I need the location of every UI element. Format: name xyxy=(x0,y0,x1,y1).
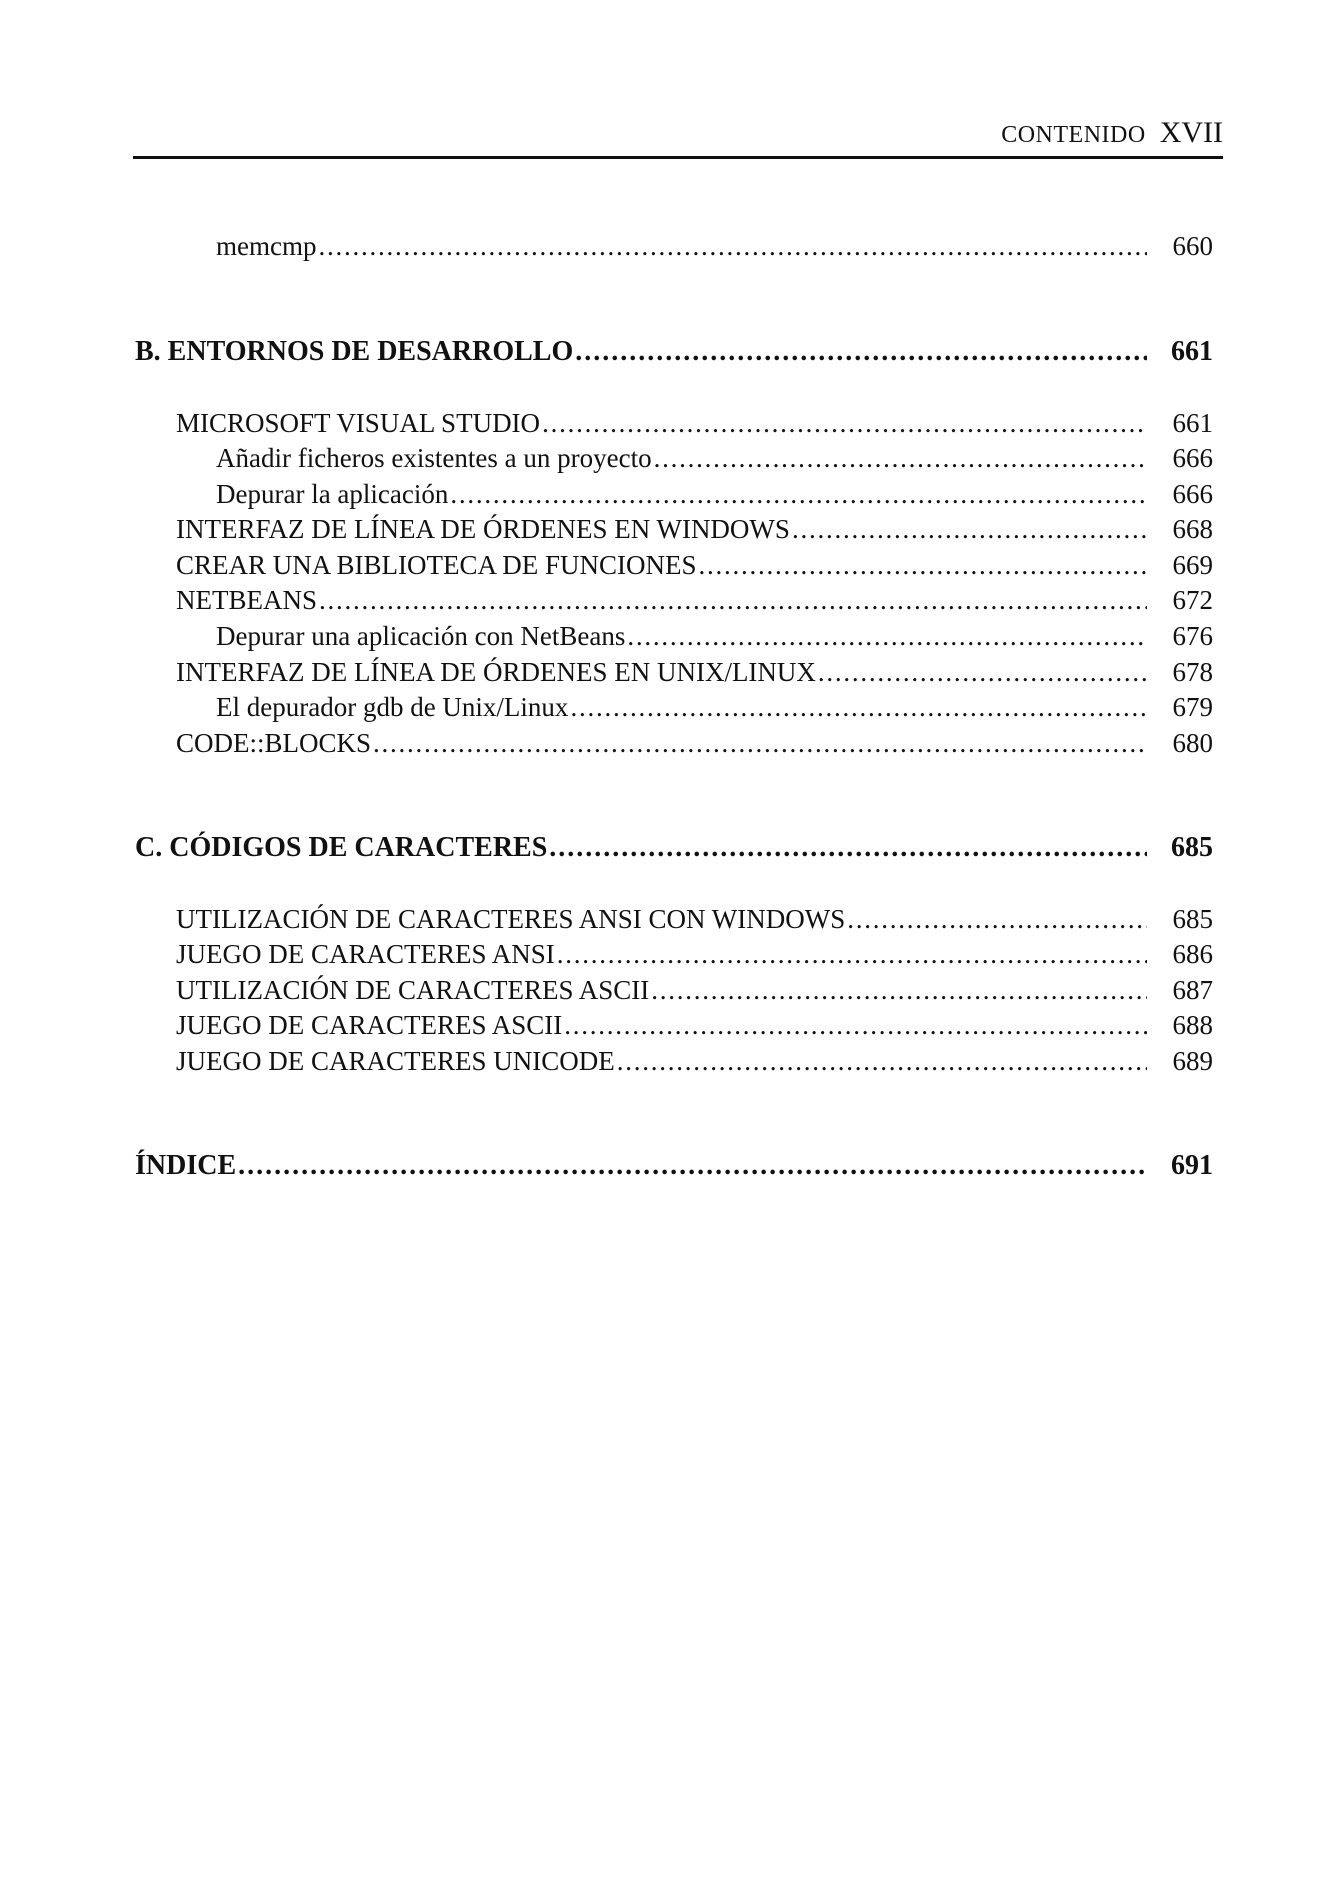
toc-appendix-c[interactable] xyxy=(135,831,1213,865)
toc-appendix-b[interactable] xyxy=(135,335,1213,369)
toc-entry-label: INTERFAZ DE LÍNEA DE ÓRDENES EN UNIX/LINUX xyxy=(176,657,816,687)
toc-entry-label: Depurar una aplicación con NetBeans xyxy=(216,621,626,651)
toc-entry-label: CREAR UNA BIBLIOTECA DE FUNCIONES xyxy=(176,550,697,580)
toc-entry-page: 685 xyxy=(1171,832,1213,863)
toc-entry-page: 687 xyxy=(1172,975,1213,1005)
toc-entry-label: CODE::BLOCKS xyxy=(176,728,372,758)
dot-leader xyxy=(238,1149,1147,1183)
dot-leader xyxy=(575,335,1147,369)
toc-entry-label: Depurar la aplicación xyxy=(216,479,449,509)
toc-entry-label: JUEGO DE CARACTERES ASCII xyxy=(176,1010,563,1040)
running-head-section: CONTENIDO xyxy=(1001,122,1146,148)
toc-entry-label: B. ENTORNOS DE DESARROLLO xyxy=(135,336,574,367)
toc-entry-label: MICROSOFT VISUAL STUDIO xyxy=(176,408,541,438)
dot-leader xyxy=(847,902,1147,936)
dot-leader xyxy=(792,512,1147,546)
toc-entry-label: UTILIZACIÓN DE CARACTERES ASCII xyxy=(176,975,650,1005)
toc-entry-juego-unicode[interactable] xyxy=(176,1044,1213,1078)
dot-leader xyxy=(654,441,1147,475)
dot-leader xyxy=(319,583,1147,617)
toc-entry-page: 661 xyxy=(1171,336,1213,367)
running-head xyxy=(133,118,1223,148)
toc-entry-page: 676 xyxy=(1172,621,1213,651)
dot-leader xyxy=(318,229,1147,263)
toc-entry-label: JUEGO DE CARACTERES UNICODE xyxy=(176,1046,615,1076)
dot-leader xyxy=(557,937,1147,971)
toc-entry-label: memcmp xyxy=(216,231,317,261)
toc-entry-depurar-aplicacion[interactable] xyxy=(216,477,1213,511)
toc-entry-label: El depurador gdb de Unix/Linux xyxy=(216,692,569,722)
toc-entry-depurador-gdb[interactable] xyxy=(216,690,1213,724)
toc-entry-page: 689 xyxy=(1172,1046,1213,1076)
dot-leader xyxy=(617,1044,1147,1078)
toc-entry-page: 672 xyxy=(1172,585,1213,615)
toc-entry-label: NETBEANS xyxy=(176,585,317,615)
dot-leader xyxy=(818,655,1147,689)
toc-entry-page: 678 xyxy=(1172,657,1213,687)
toc-entry-juego-ascii[interactable] xyxy=(176,1008,1213,1042)
dot-leader xyxy=(549,831,1147,865)
toc-entry-label: ÍNDICE xyxy=(135,1150,237,1181)
dot-leader xyxy=(627,619,1147,653)
toc-entry-depurar-netbeans[interactable] xyxy=(216,619,1213,653)
toc-entry-anadir-ficheros[interactable] xyxy=(216,441,1213,475)
toc-entry-page: 688 xyxy=(1172,1010,1213,1040)
toc-entry-page: 669 xyxy=(1172,550,1213,580)
toc-entry-label: INTERFAZ DE LÍNEA DE ÓRDENES EN WINDOWS xyxy=(176,514,790,544)
toc-entry-crear-biblioteca[interactable] xyxy=(176,548,1213,582)
dot-leader xyxy=(651,973,1147,1007)
toc-entry-memcmp[interactable] xyxy=(216,229,1213,263)
toc-entry-utilizacion-ascii[interactable] xyxy=(176,973,1213,1007)
toc-entry-page: 679 xyxy=(1172,692,1213,722)
toc-entry-interfaz-windows[interactable] xyxy=(176,512,1213,546)
page-number-roman: XVII xyxy=(1159,116,1223,149)
toc-entry-page: 680 xyxy=(1172,728,1213,758)
toc-entry-codeblocks[interactable] xyxy=(176,726,1213,760)
toc-entry-juego-ansi[interactable] xyxy=(176,937,1213,971)
header-rule xyxy=(133,156,1223,159)
toc-entry-page: 685 xyxy=(1172,904,1213,934)
toc-entry-label: C. CÓDIGOS DE CARACTERES xyxy=(135,832,548,863)
toc-entry-visual-studio[interactable] xyxy=(176,406,1213,440)
toc-entry-page: 666 xyxy=(1172,443,1213,473)
toc-entry-page: 660 xyxy=(1172,231,1213,261)
dot-leader xyxy=(570,690,1147,724)
toc-entry-page: 661 xyxy=(1172,408,1213,438)
toc-entry-interfaz-unix[interactable] xyxy=(176,655,1213,689)
dot-leader xyxy=(542,406,1147,440)
toc-entry-label: JUEGO DE CARACTERES ANSI xyxy=(176,939,555,969)
toc-entry-label: Añadir ficheros existentes a un proyecto xyxy=(216,443,652,473)
toc-indice[interactable] xyxy=(135,1149,1213,1183)
dot-leader xyxy=(699,548,1147,582)
toc-entry-label: UTILIZACIÓN DE CARACTERES ANSI CON WINDOWS xyxy=(176,904,846,934)
toc-entry-ansi-windows[interactable] xyxy=(176,902,1213,936)
dot-leader xyxy=(450,477,1147,511)
dot-leader xyxy=(373,726,1147,760)
toc-entry-page: 668 xyxy=(1172,514,1213,544)
toc-entry-page: 666 xyxy=(1172,479,1213,509)
toc-entry-netbeans[interactable] xyxy=(176,583,1213,617)
toc-entry-page: 686 xyxy=(1172,939,1213,969)
dot-leader xyxy=(564,1008,1147,1042)
toc-entry-page: 691 xyxy=(1171,1150,1213,1181)
